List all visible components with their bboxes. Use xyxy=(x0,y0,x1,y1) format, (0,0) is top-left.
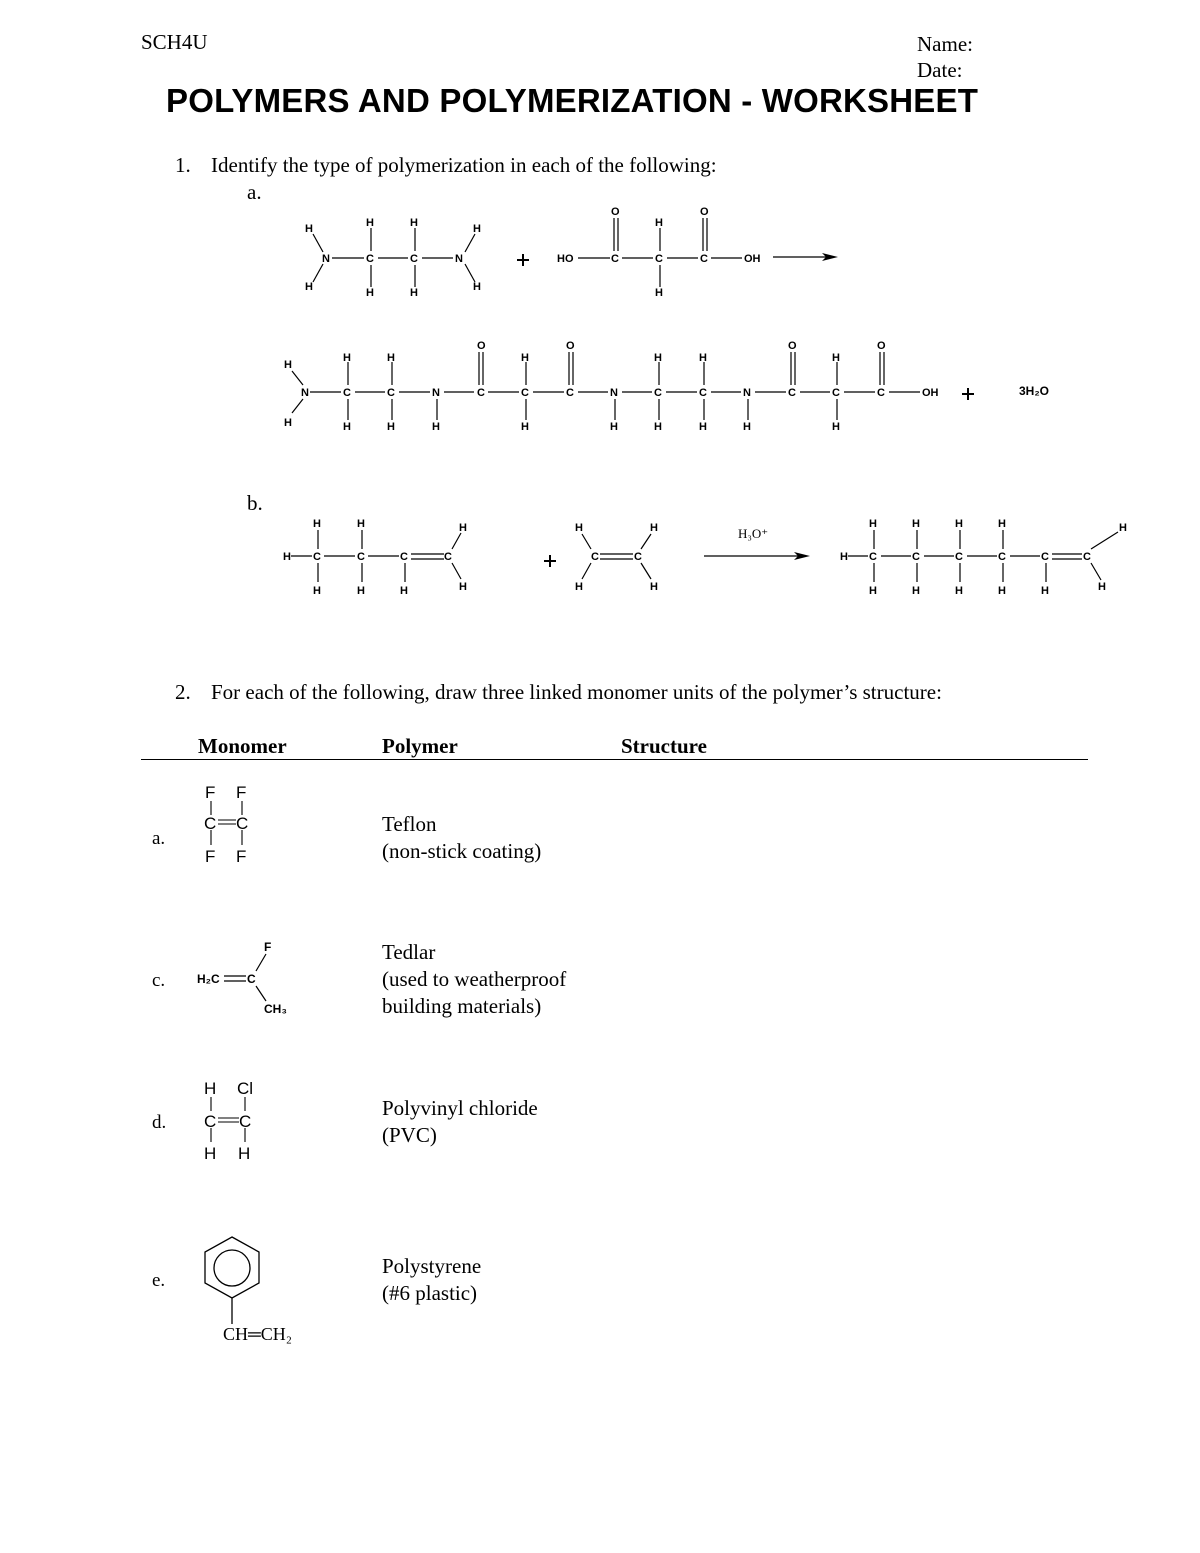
svg-text:H: H xyxy=(912,585,920,597)
svg-text:C: C xyxy=(634,551,642,563)
q1-number: 1. xyxy=(175,153,191,177)
svg-text:N: N xyxy=(322,253,330,265)
svg-text:H: H xyxy=(473,223,481,235)
svg-text:H: H xyxy=(459,522,467,534)
svg-text:C: C xyxy=(832,387,840,399)
polymer-polystyrene xyxy=(382,1253,481,1307)
polymer-name: Polyvinyl chloride xyxy=(382,1096,538,1120)
svg-text:H: H xyxy=(400,585,408,597)
name-label: Name: xyxy=(917,32,973,56)
svg-text:F: F xyxy=(205,783,216,802)
svg-text:C: C xyxy=(654,387,662,399)
header-polymer: Polymer xyxy=(382,734,458,758)
row-letter-a: a. xyxy=(152,828,166,849)
polymer-note: (#6 plastic) xyxy=(382,1281,478,1305)
svg-text:N: N xyxy=(455,253,463,265)
q1-part-a-label: a. xyxy=(247,180,262,204)
svg-text:C: C xyxy=(400,551,408,563)
svg-text:C: C xyxy=(477,387,485,399)
svg-text:O: O xyxy=(477,340,486,352)
tedlar-h2c: H₂C xyxy=(197,972,220,986)
svg-text:H: H xyxy=(343,352,351,364)
svg-text:OH: OH xyxy=(744,253,761,265)
svg-text:H: H xyxy=(459,581,467,593)
svg-text:C: C xyxy=(204,1112,217,1131)
svg-text:H: H xyxy=(869,585,877,597)
svg-text:C: C xyxy=(591,551,599,563)
svg-text:H: H xyxy=(650,581,658,593)
svg-text:N: N xyxy=(610,387,618,399)
svg-text:O: O xyxy=(611,206,620,218)
tedlar-c: C xyxy=(247,972,256,986)
svg-text:H: H xyxy=(1119,522,1127,534)
svg-text:N: N xyxy=(743,387,751,399)
svg-text:H: H xyxy=(575,522,583,534)
svg-text:H: H xyxy=(869,518,877,530)
svg-text:H: H xyxy=(955,518,963,530)
svg-text:N: N xyxy=(432,387,440,399)
svg-text:C: C xyxy=(313,551,321,563)
svg-text:H: H xyxy=(204,1144,217,1163)
catalyst-label: H₃O⁺ xyxy=(738,526,769,541)
svg-text:H: H xyxy=(650,522,658,534)
row-letter-d: d. xyxy=(152,1112,167,1133)
row-letter-e: e. xyxy=(152,1270,166,1291)
svg-text:OH: OH xyxy=(922,387,939,399)
q1-prompt: Identify the type of polymerization in each of the following: xyxy=(211,153,717,177)
svg-text:H: H xyxy=(410,217,418,229)
svg-text:H: H xyxy=(521,421,529,433)
svg-text:C: C xyxy=(444,551,452,563)
svg-text:H: H xyxy=(387,421,395,433)
q2-number: 2. xyxy=(175,680,191,704)
svg-text:H: H xyxy=(305,281,313,293)
svg-text:H: H xyxy=(998,518,1006,530)
svg-text:H: H xyxy=(305,223,313,235)
svg-text:H: H xyxy=(410,287,418,299)
tedlar-ch3: CH₃ xyxy=(264,1002,287,1016)
svg-text:F: F xyxy=(236,847,247,866)
svg-text:H: H xyxy=(699,421,707,433)
svg-text:C: C xyxy=(366,253,374,265)
svg-text:C: C xyxy=(877,387,885,399)
svg-text:N: N xyxy=(301,387,309,399)
svg-text:H: H xyxy=(654,421,662,433)
header-structure: Structure xyxy=(621,734,707,758)
polymer-name: Teflon xyxy=(382,812,437,836)
svg-text:H: H xyxy=(654,352,662,364)
polymer-name: Polystyrene xyxy=(382,1254,482,1278)
svg-text:H: H xyxy=(366,217,374,229)
svg-text:H: H xyxy=(357,518,365,530)
svg-text:Cl: Cl xyxy=(237,1079,254,1098)
svg-text:H: H xyxy=(998,585,1006,597)
svg-text:H: H xyxy=(238,1144,251,1163)
svg-text:C: C xyxy=(566,387,574,399)
svg-text:H: H xyxy=(655,287,663,299)
svg-text:C: C xyxy=(700,253,708,265)
svg-text:H: H xyxy=(840,551,848,563)
header-monomer: Monomer xyxy=(198,734,287,758)
svg-text:F: F xyxy=(236,783,247,802)
svg-text:H: H xyxy=(575,581,583,593)
svg-text:O: O xyxy=(788,340,797,352)
svg-text:O: O xyxy=(700,206,709,218)
svg-text:HO: HO xyxy=(557,253,574,265)
water-product: 3H₂O xyxy=(1019,384,1050,398)
styrene-vinyl-group: CH═CH₂ xyxy=(223,1324,293,1344)
svg-text:C: C xyxy=(387,387,395,399)
svg-text:C: C xyxy=(788,387,796,399)
svg-text:C: C xyxy=(410,253,418,265)
svg-text:H: H xyxy=(655,217,663,229)
page-title: POLYMERS AND POLYMERIZATION - WORKSHEET xyxy=(166,82,979,119)
svg-text:C: C xyxy=(239,1112,252,1131)
svg-text:C: C xyxy=(998,551,1006,563)
svg-text:C: C xyxy=(521,387,529,399)
q2-prompt: For each of the following, draw three linked monomer units of the polymer’s structure: xyxy=(211,680,942,704)
svg-text:F: F xyxy=(205,847,216,866)
svg-text:H: H xyxy=(313,585,321,597)
polymer-note: (PVC) xyxy=(382,1123,437,1147)
svg-text:H: H xyxy=(912,518,920,530)
svg-text:H: H xyxy=(521,352,529,364)
svg-text:C: C xyxy=(1083,551,1091,563)
svg-text:H: H xyxy=(743,421,751,433)
svg-text:C: C xyxy=(1041,551,1049,563)
polymer-note: (non-stick coating) xyxy=(382,839,542,863)
svg-text:C: C xyxy=(236,814,249,833)
svg-text:C: C xyxy=(699,387,707,399)
q1-part-b-label: b. xyxy=(247,491,263,515)
svg-text:O: O xyxy=(877,340,886,352)
svg-text:H: H xyxy=(1041,585,1049,597)
svg-text:H: H xyxy=(610,421,618,433)
svg-text:H: H xyxy=(366,287,374,299)
svg-text:H: H xyxy=(387,352,395,364)
svg-text:H: H xyxy=(832,352,840,364)
svg-text:H: H xyxy=(284,417,292,429)
svg-text:H: H xyxy=(699,352,707,364)
svg-text:H: H xyxy=(432,421,440,433)
svg-text:H: H xyxy=(343,421,351,433)
course-code: SCH4U xyxy=(141,30,208,54)
svg-text:O: O xyxy=(566,340,575,352)
svg-text:C: C xyxy=(955,551,963,563)
svg-text:C: C xyxy=(912,551,920,563)
polymer-note: (used to weatherproof xyxy=(382,967,567,991)
svg-text:H: H xyxy=(283,551,291,563)
svg-text:H: H xyxy=(313,518,321,530)
tedlar-f: F xyxy=(264,940,272,954)
svg-text:H: H xyxy=(473,281,481,293)
svg-text:H: H xyxy=(357,585,365,597)
svg-text:C: C xyxy=(204,814,217,833)
polymer-name: Tedlar xyxy=(382,940,436,964)
svg-text:C: C xyxy=(869,551,877,563)
svg-text:H: H xyxy=(832,421,840,433)
svg-text:C: C xyxy=(611,253,619,265)
polymer-note: building materials) xyxy=(382,994,542,1018)
svg-text:H: H xyxy=(1098,581,1106,593)
svg-text:H: H xyxy=(204,1079,217,1098)
row-letter-c: c. xyxy=(152,970,166,991)
date-label: Date: xyxy=(917,58,963,82)
svg-text:H: H xyxy=(284,359,292,371)
svg-text:C: C xyxy=(655,253,663,265)
svg-text:H: H xyxy=(955,585,963,597)
svg-text:C: C xyxy=(343,387,351,399)
svg-text:C: C xyxy=(357,551,365,563)
